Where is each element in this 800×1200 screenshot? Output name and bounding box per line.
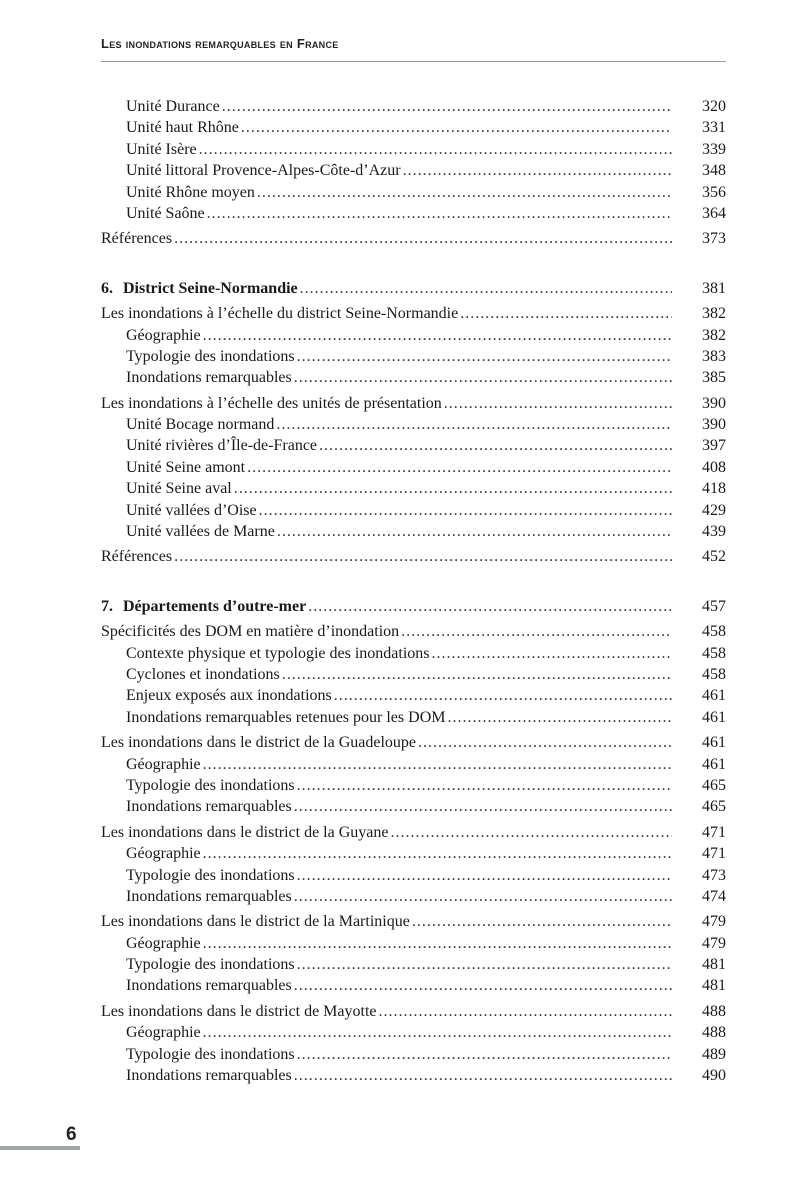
- toc-entry-label: Références: [101, 230, 173, 248]
- dot-leader: [259, 500, 672, 521]
- toc-entry[interactable]: [101, 457, 726, 478]
- toc-entry-page: 461: [702, 687, 726, 705]
- toc-entry-label: Enjeux exposés aux inondations: [126, 687, 332, 705]
- dot-leader: [294, 796, 672, 817]
- toc-entry-label: Géographie: [126, 755, 201, 773]
- dot-leader: [447, 707, 672, 728]
- dot-leader: [460, 303, 672, 324]
- toc-entry-label: Unité vallées de Marne: [126, 523, 275, 541]
- toc-entry[interactable]: [101, 975, 726, 996]
- toc-entry-label: Unité littoral Provence-Alpes-Côte-d’Azur: [126, 162, 401, 180]
- dot-leader: [276, 414, 672, 435]
- toc-entry[interactable]: [101, 933, 726, 954]
- toc-entry-label: Unité haut Rhône: [126, 119, 239, 137]
- toc-entry-label: Les inondations à l’échelle des unités de présentation: [101, 394, 442, 412]
- toc-entry[interactable]: [101, 325, 726, 346]
- toc-entry-page: 320: [702, 98, 726, 115]
- dot-leader: [203, 325, 672, 346]
- toc-entry-label: Inondations remarquables retenues pour les DOM: [126, 708, 446, 726]
- toc-entry-label: Inondations remarquables: [126, 887, 292, 905]
- toc-entry-page: 461: [702, 734, 726, 752]
- toc-entry-page: 385: [702, 369, 726, 387]
- toc-chapter-6[interactable]: [101, 278, 726, 299]
- toc-entry-page: 382: [702, 326, 726, 344]
- toc-entry-page: 390: [702, 394, 726, 412]
- dot-leader: [294, 886, 672, 907]
- toc-entry-page: 373: [702, 230, 726, 248]
- toc-entry[interactable]: [101, 664, 726, 685]
- dot-leader: [444, 393, 672, 414]
- toc-entry-page: 458: [702, 665, 726, 683]
- toc-entry[interactable]: [101, 1001, 726, 1022]
- toc-entry-label: Inondations remarquables: [126, 1067, 292, 1085]
- dot-leader: [319, 435, 672, 456]
- toc-entry-label: Inondations remarquables: [126, 369, 292, 387]
- toc-entry-page: 408: [702, 458, 726, 476]
- table-of-contents: [101, 96, 726, 1086]
- toc-entry[interactable]: [101, 685, 726, 706]
- header-rule: [101, 61, 726, 62]
- footer-accent-bar: [0, 1146, 80, 1150]
- toc-entry-page: 488: [702, 1002, 726, 1020]
- toc-entry[interactable]: [101, 643, 726, 664]
- toc-entry[interactable]: [101, 303, 726, 324]
- toc-chapter-label: [101, 278, 298, 299]
- toc-entry[interactable]: [101, 621, 726, 642]
- toc-entry-page: 331: [702, 119, 726, 137]
- toc-entry[interactable]: [101, 954, 726, 975]
- toc-entry[interactable]: [101, 414, 726, 435]
- toc-entry-page: 461: [702, 755, 726, 773]
- dot-leader: [432, 643, 672, 664]
- toc-entry-page: 364: [702, 204, 726, 222]
- dot-leader: [257, 182, 672, 203]
- toc-entry[interactable]: [101, 367, 726, 388]
- toc-entry-label: Unité Isère: [126, 140, 197, 158]
- toc-entry[interactable]: [101, 521, 726, 542]
- dot-leader: [390, 822, 672, 843]
- dot-leader: [282, 664, 672, 685]
- toc-entry-label: Unité rivières d’Île-de-France: [126, 437, 318, 455]
- dot-leader: [294, 1065, 672, 1086]
- toc-entry-label: Les inondations dans le district de la Martinique: [101, 913, 410, 931]
- toc-entry[interactable]: [101, 843, 726, 864]
- toc-entry-page: 429: [702, 501, 726, 519]
- toc-entry-page: 383: [702, 347, 726, 365]
- dot-leader: [297, 775, 672, 796]
- toc-entry[interactable]: [101, 203, 726, 224]
- chapter-title: Départements d’outre-mer: [123, 597, 307, 615]
- toc-entry-label: Les inondations dans le district de Mayotte: [101, 1002, 377, 1020]
- toc-entry-label: Unité Bocage normand: [126, 416, 275, 434]
- dot-leader: [297, 954, 672, 975]
- dot-leader: [379, 1001, 673, 1022]
- toc-entry-label: Références: [101, 548, 173, 566]
- toc-entry-label: Géographie: [126, 326, 201, 344]
- toc-entry[interactable]: [101, 478, 726, 499]
- toc-entry-page: 490: [702, 1067, 726, 1085]
- toc-chapter-label: [101, 596, 306, 617]
- toc-entry-label: Inondations remarquables: [126, 977, 292, 995]
- toc-entry[interactable]: [101, 732, 726, 753]
- toc-entry[interactable]: [101, 886, 726, 907]
- toc-entry-page: 479: [702, 934, 726, 952]
- toc-entry[interactable]: [101, 228, 726, 249]
- dot-leader: [203, 933, 672, 954]
- toc-entry[interactable]: [101, 182, 726, 203]
- toc-entry-page: 458: [702, 644, 726, 662]
- dot-leader: [199, 139, 672, 160]
- toc-entry-page: 488: [702, 1024, 726, 1042]
- toc-entry[interactable]: [101, 393, 726, 414]
- toc-entry-label: Les inondations dans le district de la Guyane: [101, 823, 389, 841]
- toc-entry[interactable]: [101, 754, 726, 775]
- toc-chapter-7[interactable]: [101, 596, 726, 617]
- toc-entry-page: 382: [702, 305, 726, 323]
- toc-entry[interactable]: [101, 822, 726, 843]
- toc-entry-page: 381: [702, 279, 726, 297]
- toc-entry[interactable]: [101, 139, 726, 160]
- toc-entry[interactable]: [101, 1044, 726, 1065]
- toc-entry[interactable]: [101, 435, 726, 456]
- toc-entry[interactable]: [101, 775, 726, 796]
- toc-entry-page: 452: [702, 548, 726, 566]
- toc-entry-label: Les inondations à l’échelle du district Seine-Normandie: [101, 305, 459, 323]
- toc-entry-label: Géographie: [126, 1024, 201, 1042]
- running-title: Les inondations remarquables en France: [101, 36, 339, 51]
- toc-entry-label: Cyclones et inondations: [126, 665, 280, 683]
- dot-leader: [222, 96, 672, 117]
- toc-entry-page: 489: [702, 1045, 726, 1063]
- dot-leader: [277, 521, 672, 542]
- toc-entry-label: Typologie des inondations: [126, 866, 295, 884]
- toc-entry-page: 356: [702, 183, 726, 201]
- toc-entry-label: Spécificités des DOM en matière d’inondation: [101, 623, 400, 641]
- chapter-number: 6.: [101, 279, 113, 297]
- toc-entry-page: 457: [702, 597, 726, 615]
- toc-entry[interactable]: [101, 546, 726, 567]
- chapter-number: 7.: [101, 597, 113, 615]
- dot-leader: [297, 865, 672, 886]
- toc-entry-page: 474: [702, 887, 726, 905]
- toc-entry-page: 348: [702, 162, 726, 180]
- toc-entry-page: 439: [702, 523, 726, 541]
- toc-entry-label: Les inondations dans le district de la Guadeloupe: [101, 734, 417, 752]
- toc-entry-label: Unité Rhône moyen: [126, 183, 255, 201]
- toc-entry-label: Unité Saône: [126, 204, 205, 222]
- toc-entry[interactable]: [101, 1065, 726, 1086]
- toc-entry-page: 479: [702, 913, 726, 931]
- toc-entry-page: 471: [702, 823, 726, 841]
- toc-entry-label: Unité vallées d’Oise: [126, 501, 257, 519]
- toc-entry-page: 465: [702, 776, 726, 794]
- dot-leader: [207, 203, 672, 224]
- toc-entry-page: 465: [702, 798, 726, 816]
- dot-leader: [334, 685, 672, 706]
- chapter-title: District Seine-Normandie: [123, 279, 298, 297]
- dot-leader: [403, 160, 672, 181]
- dot-leader: [297, 1044, 672, 1065]
- toc-entry[interactable]: [101, 500, 726, 521]
- page-number: 6: [66, 1124, 77, 1145]
- toc-entry-page: 339: [702, 140, 726, 158]
- toc-entry[interactable]: [101, 346, 726, 367]
- toc-entry-label: Unité Seine aval: [126, 480, 232, 498]
- toc-entry[interactable]: [101, 796, 726, 817]
- dot-leader: [203, 843, 672, 864]
- dot-leader: [203, 1022, 672, 1043]
- dot-leader: [297, 346, 672, 367]
- toc-entry-page: 461: [702, 708, 726, 726]
- toc-entry-label: Géographie: [126, 934, 201, 952]
- dot-leader: [241, 117, 672, 138]
- toc-entry[interactable]: [101, 96, 726, 117]
- toc-entry-label: Unité Durance: [126, 98, 220, 115]
- toc-entry-label: Typologie des inondations: [126, 1045, 295, 1063]
- toc-entry[interactable]: [101, 160, 726, 181]
- toc-entry-label: Typologie des inondations: [126, 956, 295, 974]
- toc-entry-label: Typologie des inondations: [126, 347, 295, 365]
- toc-entry-page: 390: [702, 416, 726, 434]
- toc-entry[interactable]: [101, 1022, 726, 1043]
- toc-entry[interactable]: [101, 911, 726, 932]
- toc-entry-label: Géographie: [126, 845, 201, 863]
- dot-leader: [174, 228, 672, 249]
- toc-entry-page: 481: [702, 977, 726, 995]
- dot-leader: [174, 546, 672, 567]
- toc-entry-label: Typologie des inondations: [126, 776, 295, 794]
- toc-entry-page: 397: [702, 437, 726, 455]
- toc-entry-label: Unité Seine amont: [126, 458, 246, 476]
- dot-leader: [401, 621, 672, 642]
- toc-entry-page: 481: [702, 956, 726, 974]
- dot-leader: [234, 478, 672, 499]
- toc-entry-page: 458: [702, 623, 726, 641]
- toc-entry[interactable]: [101, 707, 726, 728]
- toc-entry-label: Contexte physique et typologie des inondations: [126, 644, 430, 662]
- dot-leader: [247, 457, 672, 478]
- dot-leader: [294, 975, 672, 996]
- toc-entry-page: 471: [702, 845, 726, 863]
- toc-entry[interactable]: [101, 117, 726, 138]
- toc-entry-page: 418: [702, 480, 726, 498]
- toc-entry-page: 473: [702, 866, 726, 884]
- dot-leader: [412, 911, 672, 932]
- dot-leader: [203, 754, 672, 775]
- toc-entry[interactable]: [101, 865, 726, 886]
- dot-leader: [418, 732, 672, 753]
- dot-leader: [300, 278, 672, 299]
- dot-leader: [308, 596, 672, 617]
- dot-leader: [294, 367, 672, 388]
- toc-entry-label: Inondations remarquables: [126, 798, 292, 816]
